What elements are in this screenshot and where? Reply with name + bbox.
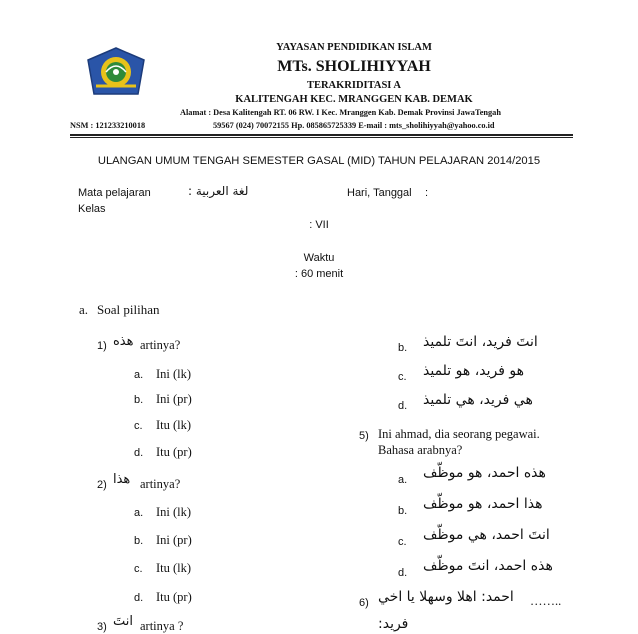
question-text-line2: Bahasa arabnya? [378, 443, 463, 457]
section-letter: a. [79, 302, 89, 317]
accreditation: TERAKRIDITASI A [306, 80, 402, 91]
option-letter: b. [134, 535, 144, 547]
option-text[interactable]: Ini (lk) [156, 367, 192, 381]
class-value: : VII [309, 219, 329, 231]
question-arabic: هذه [113, 334, 134, 349]
option-text[interactable]: Itu (pr) [156, 445, 192, 459]
option-letter: c. [398, 371, 407, 383]
question-number: 1) [97, 340, 107, 352]
answer-blank: …….. [530, 594, 562, 608]
question-arabic: احمد: اهلا وسهلا يا اخي [378, 589, 514, 605]
exam-title: ULANGAN UMUM TENGAH SEMESTER GASAL (MID) TAHUN PELAJARAN 2014/2015 [97, 155, 541, 167]
option-letter: d. [134, 447, 144, 459]
option-text-arabic[interactable]: هذا احمد، هو موظّف [423, 496, 543, 512]
option-letter: a. [134, 507, 144, 519]
option-text-arabic[interactable]: هذه احمد، هو موظّف [423, 465, 546, 481]
date-label: Hari, Tanggal [347, 187, 412, 199]
question-arabic: هذا [113, 472, 131, 487]
option-letter: d. [398, 567, 408, 579]
option-letter: b. [398, 342, 408, 354]
option-letter: d. [398, 400, 408, 412]
option-text-arabic[interactable]: انتَ فريد، انتَ تلميذ [423, 334, 538, 350]
address: Alamat : Desa Kalitengah RT. 06 RW. I Kec. Mranggen Kab. Demak Provinsi JawaTengah [180, 108, 501, 117]
question-text: artinya? [140, 477, 181, 491]
option-letter: b. [134, 394, 144, 406]
option-text-arabic[interactable]: انتَ احمد، هي موظّف [423, 527, 550, 543]
time-value: : 60 menit [294, 268, 344, 280]
school-name: MTs. SHOLIHIYYAH [277, 58, 431, 75]
contact-info: 59567 (024) 70072155 Hp. 085865725339 E-mail : mts_sholihiyyah@yahoo.co.id [213, 121, 495, 130]
option-letter: b. [398, 505, 408, 517]
option-text-arabic[interactable]: هي فريد، هي تلميذ [423, 392, 533, 408]
question-number: 6) [359, 597, 369, 609]
subject-label: Mata pelajaran [78, 187, 151, 199]
option-text[interactable]: Ini (pr) [156, 533, 192, 547]
date-colon: : [425, 187, 429, 199]
option-letter: a. [134, 369, 144, 381]
option-text[interactable]: Itu (pr) [156, 590, 192, 604]
section-title: Soal pilihan [97, 302, 160, 317]
question-text: Ini ahmad, dia seorang pegawai. [378, 427, 540, 441]
option-letter: c. [134, 420, 143, 432]
subject-value: : لغة العربية [188, 184, 249, 198]
foundation-name: YAYASAN PENDIDIKAN ISLAM [276, 42, 432, 53]
option-text-arabic[interactable]: هذه احمد، انتَ موظّف [423, 558, 553, 574]
question-arabic: انتَ [113, 614, 133, 629]
option-letter: c. [398, 536, 407, 548]
nsm: NSM : 121233210018 [70, 121, 146, 130]
option-text[interactable]: Itu (lk) [156, 418, 192, 432]
question-number: 3) [97, 621, 107, 633]
question-text: artinya ? [140, 619, 184, 633]
option-letter: a. [398, 474, 408, 486]
option-text[interactable]: Itu (lk) [156, 561, 192, 575]
header-rule [70, 134, 573, 136]
header-rule-thin [70, 137, 573, 138]
next-line-arabic: فريد: [378, 616, 409, 632]
option-text-arabic[interactable]: هو فريد، هو تلميذ [423, 363, 524, 379]
option-letter: d. [134, 592, 144, 604]
class-label: Kelas [78, 203, 106, 215]
location: KALITENGAH KEC. MRANGGEN KAB. DEMAK [235, 94, 473, 105]
time-label: Waktu [303, 252, 335, 264]
question-number: 2) [97, 479, 107, 491]
question-number: 5) [359, 430, 369, 442]
option-letter: c. [134, 563, 143, 575]
option-text[interactable]: Ini (lk) [156, 505, 192, 519]
option-text[interactable]: Ini (pr) [156, 392, 192, 406]
question-text: artinya? [140, 338, 181, 352]
